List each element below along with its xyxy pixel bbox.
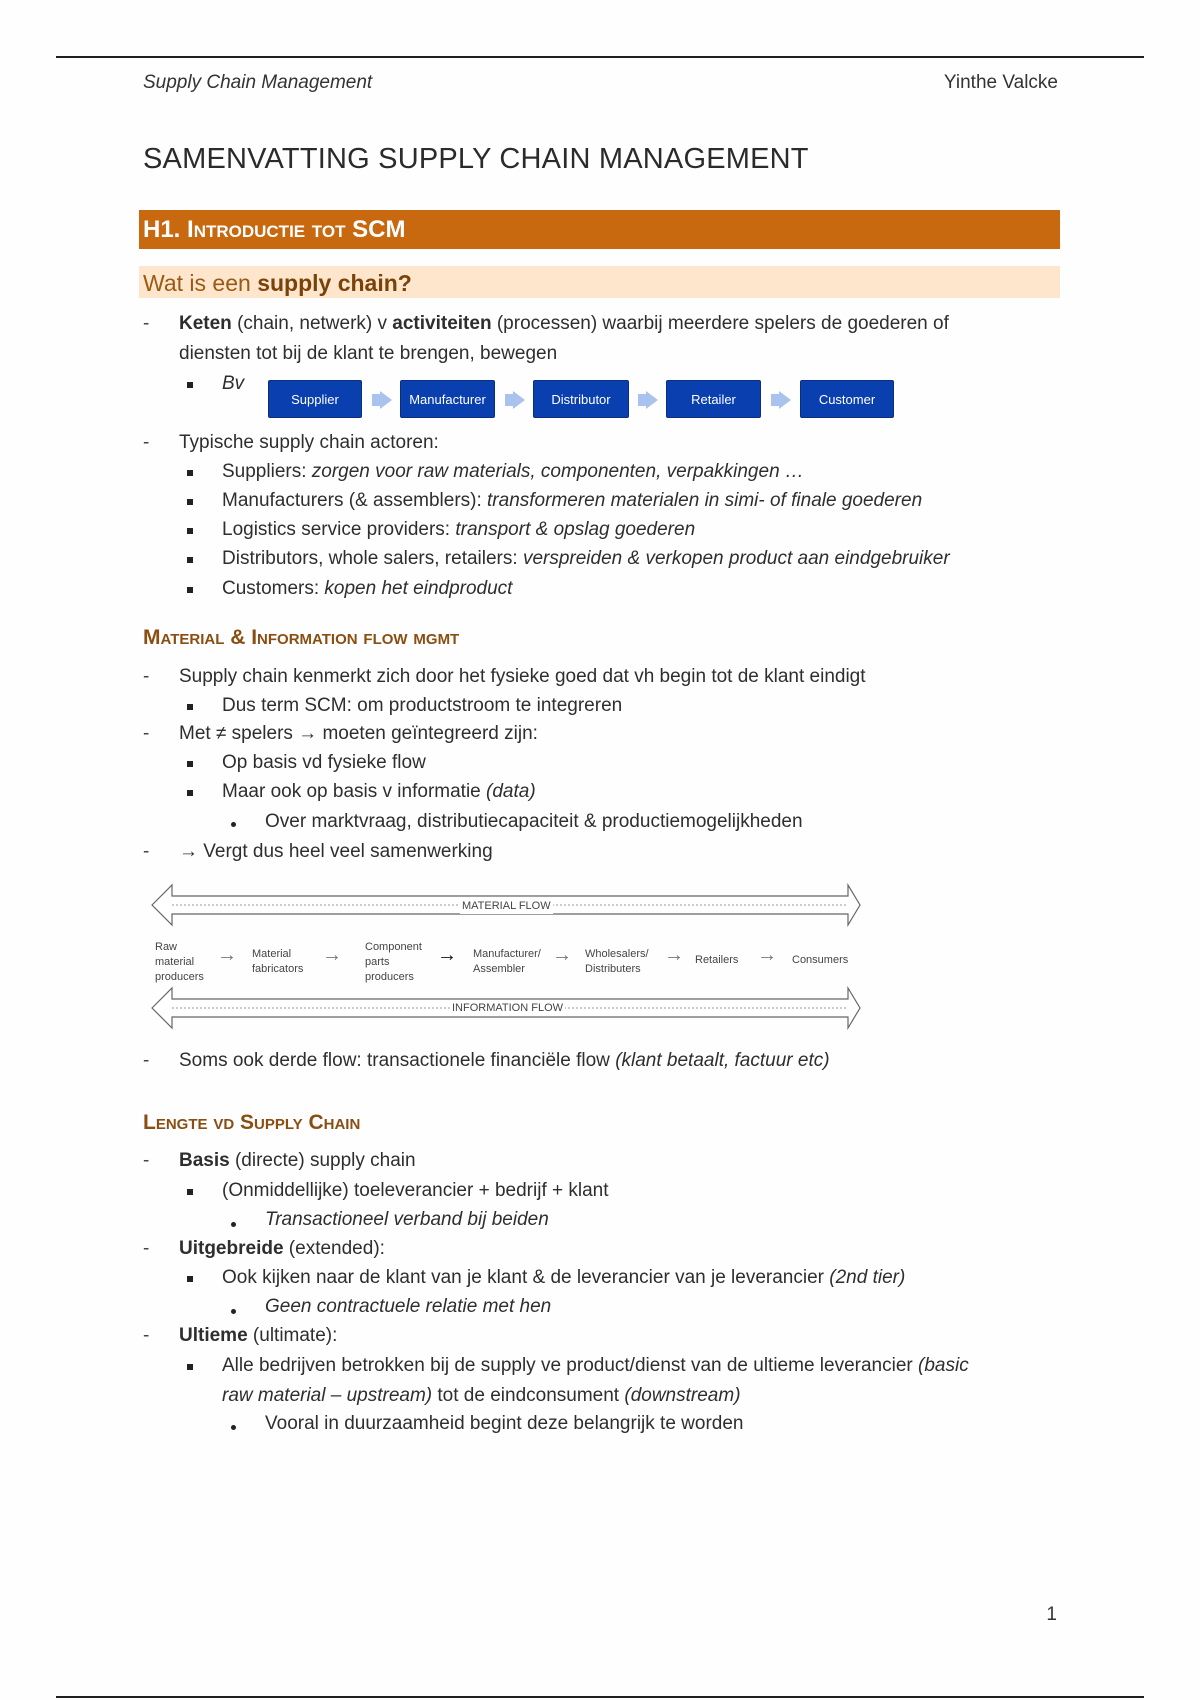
text: Maar ook op basis v informatie xyxy=(222,781,487,802)
flow-arrow-icon: → xyxy=(322,944,342,966)
chain-arrow-stem xyxy=(771,394,779,406)
dash-bullet: - xyxy=(143,841,150,862)
actor-item xyxy=(222,490,922,512)
flow-arrow-icon: → xyxy=(437,944,457,966)
text: (processen) waarbij meerdere spelers de goederen of xyxy=(491,313,949,334)
flow-arrow-icon: → xyxy=(552,944,572,966)
flow-node-manufacturer: Manufacturer/ Assembler xyxy=(473,948,541,975)
flow-line: Supply chain kenmerkt zich door het fysieke goed dat vh begin tot de klant eindigt xyxy=(179,666,866,687)
information-flow-label: INFORMATION FLOW xyxy=(452,1002,564,1014)
text: Soms ook derde flow: transactionele financiële flow xyxy=(179,1050,616,1071)
square-bullet xyxy=(187,587,193,593)
chapter-heading-prefix: H1. I xyxy=(143,216,194,243)
chain-arrow-icon xyxy=(380,391,392,409)
actor-desc: verspreiden & verkopen product aan eindgebruiker xyxy=(522,548,950,569)
chain-box-retailer: Retailer xyxy=(666,380,761,418)
header-author: Yinthe Valcke xyxy=(943,72,1058,93)
actors-intro: Typische supply chain actoren: xyxy=(179,432,439,453)
actor-role: Manufacturers (& assemblers): xyxy=(222,490,488,511)
actor-desc: transport & opslag goederen xyxy=(455,519,696,540)
length-subsubline: Transactioneel verband bij beiden xyxy=(265,1209,549,1230)
text-italic: (2nd tier) xyxy=(829,1267,906,1288)
actor-desc: kopen het eindproduct xyxy=(324,578,513,599)
flow-node-wholesalers: Wholesalers/ Distributers xyxy=(585,948,649,975)
actor-item xyxy=(222,519,695,541)
actor-role: Suppliers: xyxy=(222,461,312,482)
dash-bullet: - xyxy=(143,1150,150,1171)
text: (extended): xyxy=(283,1238,385,1259)
flow-subline: Dus term SCM: om productstroom te integreren xyxy=(222,695,623,716)
square-bullet xyxy=(187,1364,193,1370)
actor-item xyxy=(222,548,950,570)
square-bullet xyxy=(187,704,193,710)
term-basis: Basis xyxy=(179,1150,230,1171)
chain-arrow-stem xyxy=(505,394,513,406)
flow-node-raw-material: Raw material producers xyxy=(155,941,204,983)
dash-bullet: - xyxy=(143,1325,150,1346)
dash-bullet: - xyxy=(143,313,150,334)
text: (ultimate): xyxy=(247,1325,338,1346)
example-label: Bv xyxy=(222,373,245,394)
flow-node-consumers: Consumers xyxy=(792,954,849,966)
text-italic: (basic xyxy=(918,1355,969,1376)
square-bullet xyxy=(187,761,193,767)
text-italic: (klant betaalt, factuur etc) xyxy=(615,1050,830,1071)
flow-arrow-icon: → xyxy=(664,944,684,966)
flow-node-retailers: Retailers xyxy=(695,954,739,966)
square-bullet xyxy=(187,382,193,388)
flow-node-material-fabricators: Material fabricators xyxy=(252,948,304,975)
dash-bullet: - xyxy=(143,1238,150,1259)
length-subsubline: Geen contractuele relatie met hen xyxy=(265,1296,552,1317)
text: (chain, netwerk) v xyxy=(231,313,393,334)
section-heading-bold: supply chain? xyxy=(257,270,412,296)
text-italic: (data) xyxy=(486,781,536,802)
term-uitgebreide: Uitgebreide xyxy=(179,1238,284,1259)
bottom-rule xyxy=(56,1696,1144,1698)
dot-bullet xyxy=(231,822,236,827)
subheading-lengte: Lengte vd Supply Chain xyxy=(143,1111,361,1134)
text: Ook kijken naar de klant van je klant & de leverancier van je leverancier xyxy=(222,1267,830,1288)
chain-arrow-icon xyxy=(513,391,525,409)
square-bullet xyxy=(187,557,193,563)
text: Alle bedrijven betrokken bij de supply ve product/dienst van de ultieme leverancier xyxy=(222,1355,919,1376)
actor-role: Customers: xyxy=(222,578,325,599)
flow-subline: Op basis vd fysieke flow xyxy=(222,752,426,773)
actor-item xyxy=(222,461,804,483)
square-bullet xyxy=(187,1189,193,1195)
flow-line: Met ≠ spelers → moeten geïntegreerd zijn: xyxy=(179,723,538,744)
flow-arrow-icon: → xyxy=(757,944,777,966)
section-heading xyxy=(139,266,1060,298)
dot-bullet xyxy=(231,1222,236,1227)
chain-box-manufacturer: Manufacturer xyxy=(400,380,495,418)
dash-bullet: - xyxy=(143,432,150,453)
definition-line-cont: diensten tot bij de klant te brengen, bewegen xyxy=(179,343,558,364)
actor-desc: zorgen voor raw materials, componenten, verpakkingen … xyxy=(311,461,804,482)
flow-arrow-icon: → xyxy=(217,944,237,966)
actor-item xyxy=(222,578,512,600)
square-bullet xyxy=(187,528,193,534)
length-subline xyxy=(222,1267,905,1289)
length-subsubline: Vooral in duurzaamheid begint deze belangrijk te worden xyxy=(265,1413,744,1434)
chain-arrow-stem xyxy=(372,394,380,406)
chain-arrow-icon xyxy=(646,391,658,409)
definition-line xyxy=(179,313,949,335)
chain-arrow-icon xyxy=(779,391,791,409)
actor-desc: transformeren materialen in simi- of finale goederen xyxy=(487,490,923,511)
text: (directe) supply chain xyxy=(229,1150,416,1171)
square-bullet xyxy=(187,470,193,476)
length-subline-cont xyxy=(222,1385,741,1407)
page-number: 1 xyxy=(1046,1604,1057,1625)
text-italic: raw material – upstream) xyxy=(222,1385,433,1406)
subheading-flow-mgmt: Material & Information flow mgmt xyxy=(143,626,460,649)
term-activiteiten: activiteiten xyxy=(392,313,492,334)
length-line xyxy=(179,1150,416,1172)
flow-subsubline: Over marktvraag, distributiecapaciteit & productiemogelijkheden xyxy=(265,811,803,832)
square-bullet xyxy=(187,790,193,796)
flow-line xyxy=(179,1050,830,1072)
term-keten: Keten xyxy=(179,313,232,334)
dash-bullet: - xyxy=(143,1050,150,1071)
dot-bullet xyxy=(231,1309,236,1314)
chain-arrow-stem xyxy=(638,394,646,406)
dash-bullet: - xyxy=(143,723,150,744)
chain-box-supplier: Supplier xyxy=(268,380,362,418)
term-ultieme: Ultieme xyxy=(179,1325,248,1346)
flow-subline xyxy=(222,781,536,803)
flow-line: → Vergt dus heel veel samenwerking xyxy=(179,841,493,862)
square-bullet xyxy=(187,1276,193,1282)
document-title: SAMENVATTING SUPPLY CHAIN MANAGEMENT xyxy=(143,143,809,175)
length-line xyxy=(179,1238,385,1260)
dash-bullet: - xyxy=(143,666,150,687)
chapter-heading xyxy=(139,210,1060,249)
header-course: Supply Chain Management xyxy=(143,72,373,93)
text: tot de eindconsument xyxy=(432,1385,625,1406)
length-subline xyxy=(222,1355,969,1377)
square-bullet xyxy=(187,499,193,505)
chain-box-distributor: Distributor xyxy=(533,380,629,418)
length-line xyxy=(179,1325,337,1347)
section-heading-plain: Wat is een xyxy=(143,270,258,296)
actor-role: Logistics service providers: xyxy=(222,519,456,540)
text-italic: (downstream) xyxy=(624,1385,741,1406)
dot-bullet xyxy=(231,1425,236,1430)
chapter-heading-rest: ntroductie tot SCM xyxy=(193,216,406,243)
chain-box-customer: Customer xyxy=(800,380,894,418)
length-subline: (Onmiddellijke) toeleverancier + bedrijf + klant xyxy=(222,1180,609,1201)
actor-role: Distributors, whole salers, retailers: xyxy=(222,548,523,569)
flow-node-component-parts: Component parts producers xyxy=(365,941,422,983)
material-flow-label: MATERIAL FLOW xyxy=(462,900,551,912)
top-rule xyxy=(56,56,1144,58)
